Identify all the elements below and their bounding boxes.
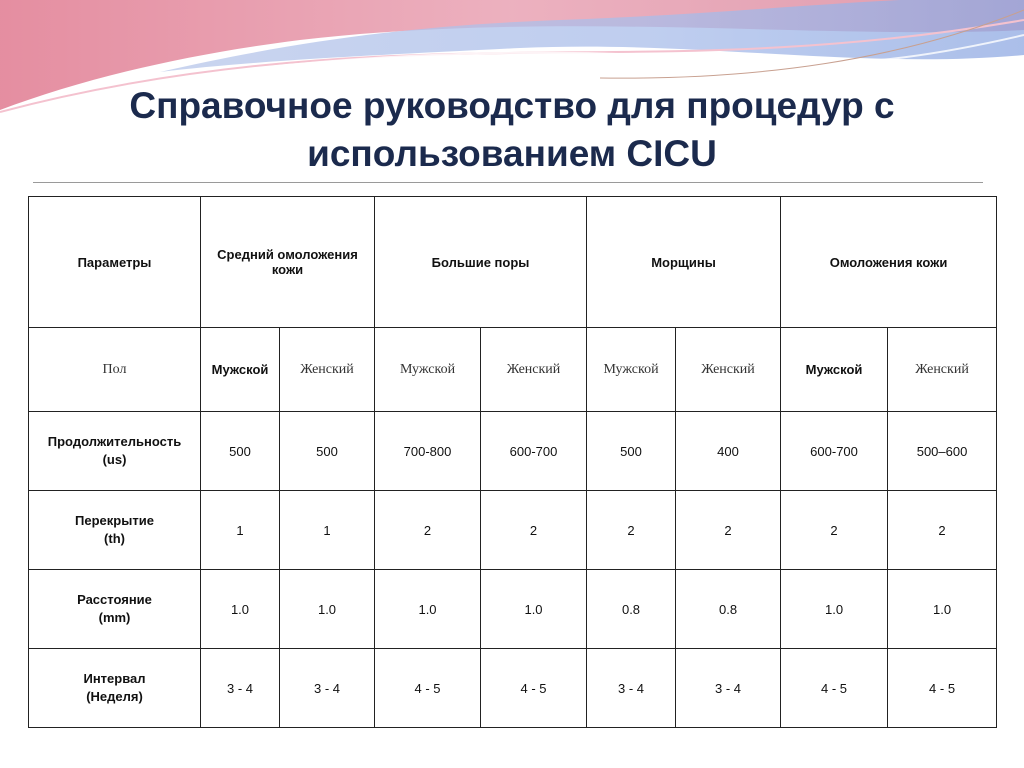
table-cell: 500 [280,412,375,491]
gender-row [29,328,997,412]
table-row-interval [29,649,997,728]
table-cell: 1.0 [201,570,280,649]
row-label-distance-unit: (mm) [98,610,131,625]
table-cell: 500 [587,412,676,491]
row-label-overlap-unit: (th) [104,531,125,546]
table-cell: 1.0 [375,570,481,649]
row-label-duration-unit: (us) [102,452,127,467]
table-cell: 700-800 [375,412,481,491]
table-cell: 2 [481,491,587,570]
table-cell: 1.0 [481,570,587,649]
row-label-interval [29,649,201,728]
row-label-interval-unit: (Неделя) [86,689,143,704]
table-cell: 1.0 [781,570,888,649]
gender-cell: Женский [676,328,781,412]
title-line-2: использованием CICU [307,133,717,174]
table-cell: 4 - 5 [888,649,997,728]
row-label-duration-name: Продолжительность [47,434,182,449]
gender-cell: Мужской [201,328,280,412]
row-label-overlap [29,491,201,570]
gender-cell: Мужской [781,328,888,412]
gender-cell: Мужской [587,328,676,412]
header-large-pores: Большие поры [375,197,587,328]
header-params: Параметры [29,197,201,328]
header-skin-rejuvenation: Омоложения кожи [781,197,997,328]
procedure-table [28,196,997,728]
table-cell: 3 - 4 [676,649,781,728]
table-cell: 500–600 [888,412,997,491]
table-cell: 1.0 [280,570,375,649]
gender-cell: Женский [280,328,375,412]
row-label-duration [29,412,201,491]
table-row-distance [29,570,997,649]
table-cell: 3 - 4 [201,649,280,728]
table-cell: 400 [676,412,781,491]
row-label-interval-name: Интервал [83,671,146,686]
row-label-distance [29,570,201,649]
table-cell: 2 [676,491,781,570]
table-cell: 1 [280,491,375,570]
table-cell: 600-700 [481,412,587,491]
gender-label: Пол [29,328,201,412]
table-cell: 4 - 5 [375,649,481,728]
gender-cell: Женский [481,328,587,412]
row-label-distance-name: Расстояние [77,592,152,607]
table-cell: 2 [587,491,676,570]
table-cell: 2 [781,491,888,570]
table-cell: 600-700 [781,412,888,491]
table-cell: 3 - 4 [587,649,676,728]
page-title [40,82,984,178]
table-cell: 3 - 4 [280,649,375,728]
table-cell: 1 [201,491,280,570]
table-cell: 0.8 [587,570,676,649]
table-cell: 2 [888,491,997,570]
table-cell: 4 - 5 [481,649,587,728]
table-cell: 1.0 [888,570,997,649]
table-cell: 500 [201,412,280,491]
title-divider [33,182,983,183]
gender-cell: Женский [888,328,997,412]
table-cell: 4 - 5 [781,649,888,728]
table-header-row [29,197,997,328]
title-line-1: Справочное руководство для процедур с [129,85,895,126]
header-average-rejuvenation: Средний омоложения кожи [201,197,375,328]
table-cell: 2 [375,491,481,570]
header-wrinkles: Морщины [587,197,781,328]
row-label-overlap-name: Перекрытие [75,513,154,528]
table-row-duration [29,412,997,491]
table-row-overlap [29,491,997,570]
gender-cell: Мужской [375,328,481,412]
table-cell: 0.8 [676,570,781,649]
